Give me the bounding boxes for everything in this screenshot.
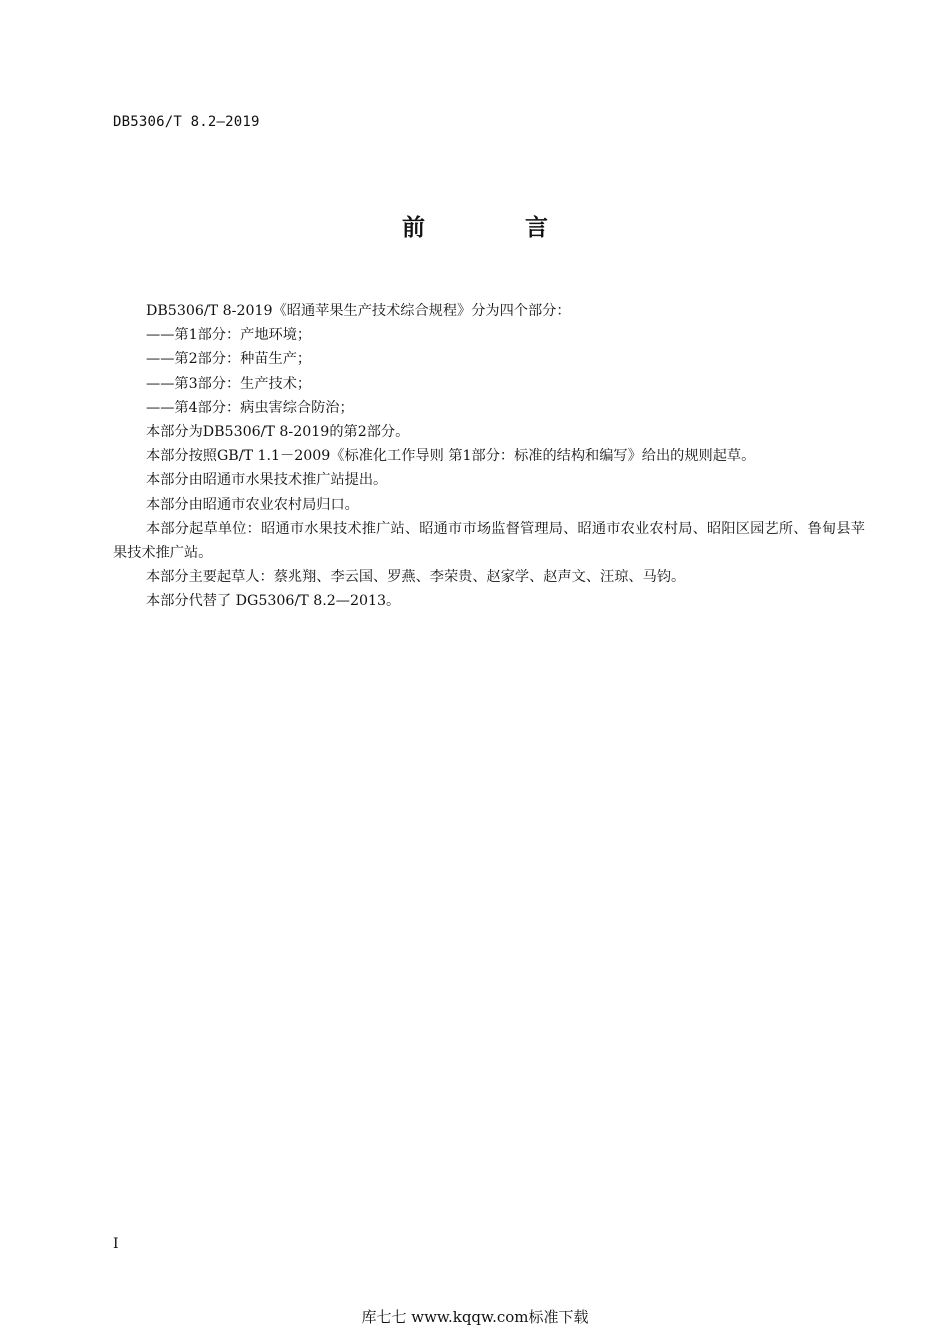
paragraph-drafters: 本部分主要起草人：蔡兆翔、李云国、罗燕、李荣贵、赵家学、赵声文、汪琼、马钧。 <box>146 569 686 586</box>
paragraph-part-3: ——第3部分：生产技术； <box>146 375 312 392</box>
footer-watermark: 库七七 www.kqqw.com标准下载 <box>361 1308 589 1326</box>
paragraph-part-2: ——第2部分：种苗生产； <box>146 351 312 368</box>
paragraph-this-part: 本部分为DB5306/T 8-2019的第2部分。 <box>146 424 410 441</box>
paragraph-proposed-by: 本部分由昭通市水果技术推广站提出。 <box>146 472 388 489</box>
page-title-char-2: 言 <box>525 215 548 241</box>
foreword-content <box>113 299 865 614</box>
page-title-char-1: 前 <box>402 215 425 241</box>
page-number: I <box>113 1236 119 1252</box>
paragraph-drafting-units: 本部分起草单位：昭通市水果技术推广站、昭通市市场监督管理局、昭通市农业农村局、昭阳区园艺所、鲁甸县苹果技术推广站。 <box>113 520 865 562</box>
paragraph-parts-intro: DB5306/T 8-2019《昭通苹果生产技术综合规程》分为四个部分： <box>146 303 571 319</box>
paragraph-part-4: ——第4部分：病虫害综合防治； <box>146 399 354 416</box>
paragraph-drafting-rules: 本部分按照GB/T 1.1－2009《标准化工作导则 第1部分：标准的结构和编写》给出的规则起草。 <box>146 448 756 465</box>
document-code: DB5306/T 8.2—2019 <box>113 114 260 130</box>
page-title <box>0 212 950 244</box>
paragraph-replaces: 本部分代替了 DG5306/T 8.2—2013。 <box>146 593 401 610</box>
paragraph-part-1: ——第1部分：产地环境； <box>146 327 312 344</box>
paragraph-centralized-by: 本部分由昭通市农业农村局归口。 <box>146 496 359 513</box>
